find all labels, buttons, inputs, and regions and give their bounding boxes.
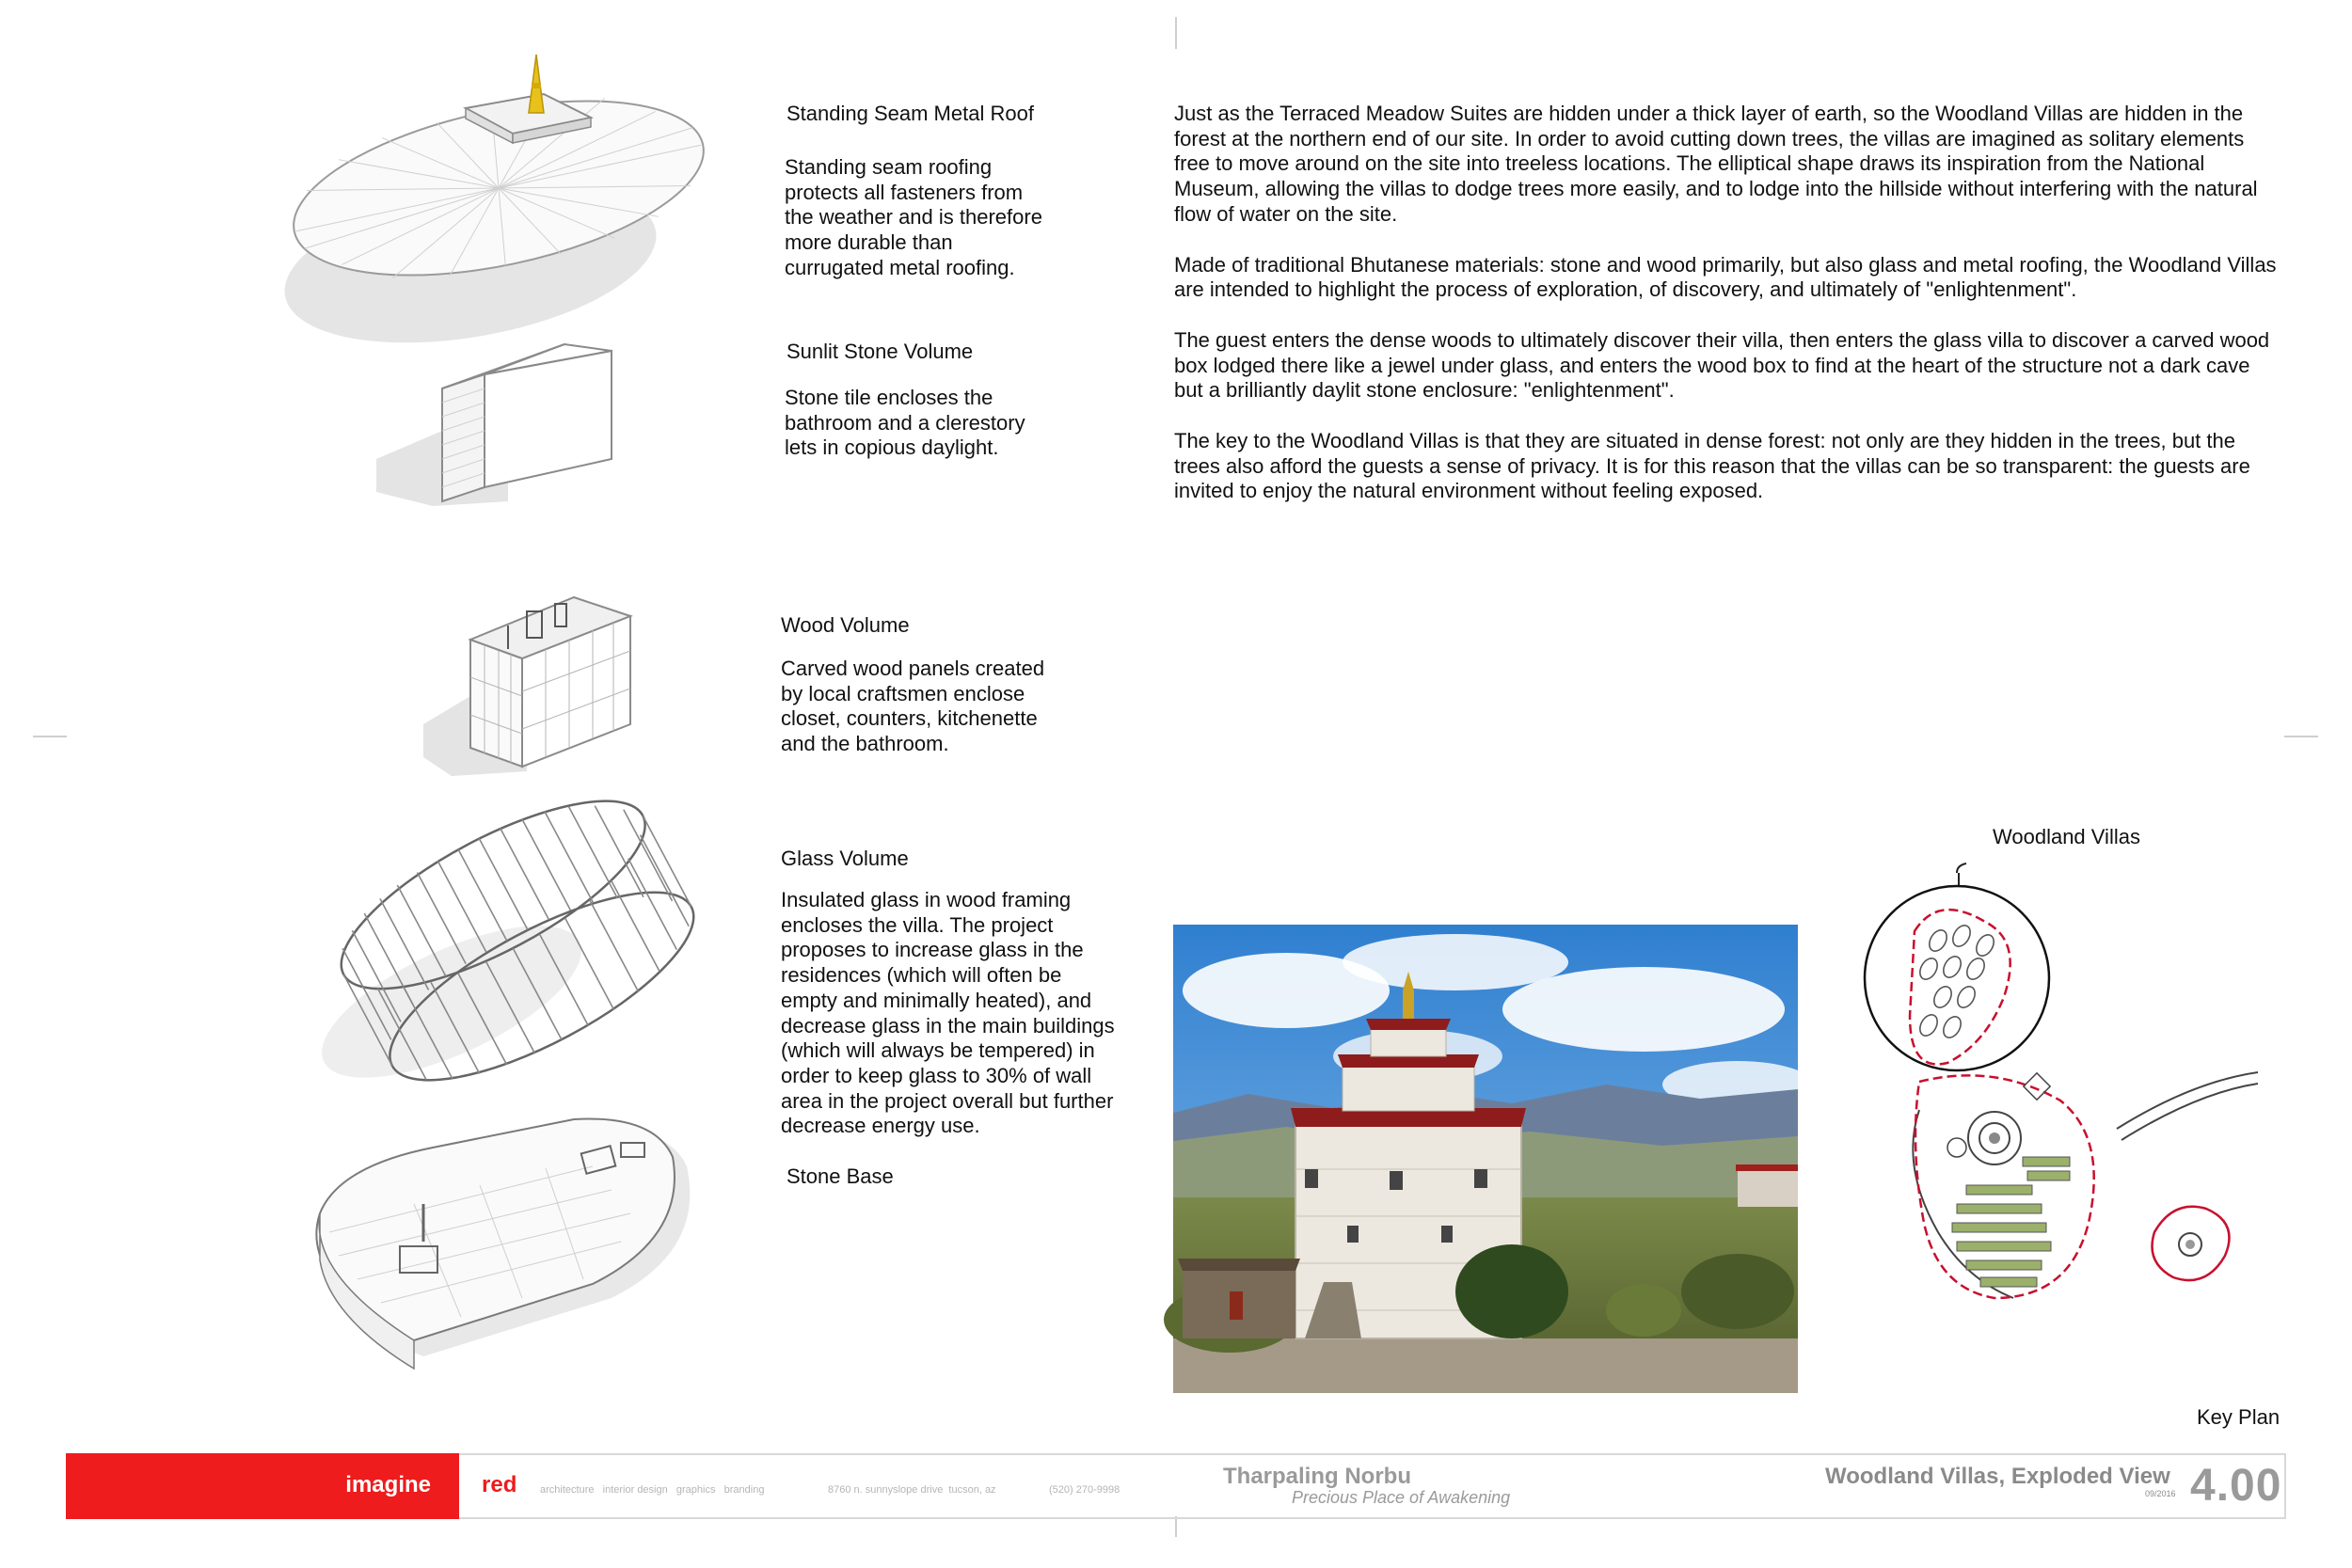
crop-mark-right bbox=[2284, 736, 2318, 737]
glass-volume-title: Glass Volume bbox=[781, 847, 909, 870]
brand-red-bar bbox=[66, 1453, 459, 1519]
glass-volume-drawing bbox=[301, 800, 696, 1082]
description-paragraph-3: The guest enters the dense woods to ultimately discover their villa, then enters the glass villa to discover a carved wood box lodged there like a jewel under glass, and enters the wood box to find at the heart of the structure not a dark cave but a brilliantly daylit stone enclosure: "enlightenment". bbox=[1174, 327, 2270, 403]
national-museum-photo bbox=[1173, 925, 1798, 1393]
stone-base-title: Stone Base bbox=[787, 1164, 894, 1188]
brand-red: red bbox=[482, 1472, 517, 1497]
wood-volume-drawing bbox=[414, 583, 659, 781]
brand-address: 8760 n. sunnyslope drive tucson, az bbox=[828, 1484, 996, 1496]
project-description bbox=[1174, 102, 2284, 530]
description-paragraph-1: Just as the Terraced Meadow Suites are hidden under a thick layer of earth, so the Woodland Villas are hidden in the forest at the northern end of our site. In order to avoid cutting down trees, the villas are imagined as solitary elements free to move around on the site into treeless locations. The elliptical shape draws its inspiration from the National Museum, allowing the villas to dodge trees more easily, and to lodge into the hillside without interfering with the natural flow of water on the site. bbox=[1174, 102, 2258, 226]
glass-volume-description: Insulated glass in wood framing encloses the villa. The project proposes to increase glass in the residences (which will often be empty and minimally heated), and decrease glass in the main buildings (which will always be tempered) in order to keep glass to 30% of wall area in the project overall but further decrease energy use. bbox=[781, 888, 1115, 1138]
sheet-date: 09/2016 bbox=[2145, 1489, 2176, 1498]
stone-base-drawing bbox=[273, 1110, 706, 1373]
crop-mark-top bbox=[1175, 17, 1177, 49]
sheet-number: 4.00 bbox=[2190, 1461, 2282, 1511]
project-subtitle: Precious Place of Awakening bbox=[1292, 1488, 1511, 1507]
key-plan-caption: Key Plan bbox=[2197, 1405, 2280, 1429]
project-name: Tharpaling Norbu bbox=[1223, 1464, 1411, 1489]
stone-volume-title: Sunlit Stone Volume bbox=[787, 340, 974, 363]
brand-services: architecture interior design graphics branding bbox=[540, 1484, 765, 1496]
wood-volume-description: Carved wood panels created by local craftsmen enclose closet, counters, kitchenette and the bathroom. bbox=[781, 657, 1045, 756]
roof-drawing bbox=[282, 38, 734, 357]
crop-mark-bottom bbox=[1175, 1516, 1177, 1537]
crop-mark-left bbox=[33, 736, 67, 737]
brand-phone: (520) 270-9998 bbox=[1049, 1484, 1120, 1496]
roof-title: Standing Seam Metal Roof bbox=[787, 102, 1034, 125]
brand-imagine: imagine bbox=[345, 1472, 431, 1497]
description-paragraph-4: The key to the Woodland Villas is that they are situated in dense forest: not only are they hidden in the trees, but the trees also afford the guests a sense of privacy. It is for this reason that the villas can be so transparent: the guests are invited to enjoy the natural environment without feeling exposed. bbox=[1174, 429, 2250, 503]
stone-volume-drawing bbox=[367, 327, 630, 515]
key-plan-drawing bbox=[1835, 828, 2258, 1317]
stone-volume-description: Stone tile encloses the bathroom and a clerestory lets in copious daylight. bbox=[785, 386, 1025, 460]
description-paragraph-2: Made of traditional Bhutanese materials: stone and wood primarily, but also glass and metal roofing, the Woodland Villas are intended to highlight the process of exploration, of discovery, and ultimately of "enlightenment". bbox=[1174, 252, 2277, 302]
roof-description: Standing seam roofing protects all fasteners from the weather and is therefore more durable than currugated metal roofing. bbox=[785, 155, 1042, 279]
key-plan-callout: Woodland Villas bbox=[1993, 825, 2140, 848]
sheet-title: Woodland Villas, Exploded View bbox=[1825, 1464, 2170, 1489]
wood-volume-title: Wood Volume bbox=[781, 613, 910, 637]
